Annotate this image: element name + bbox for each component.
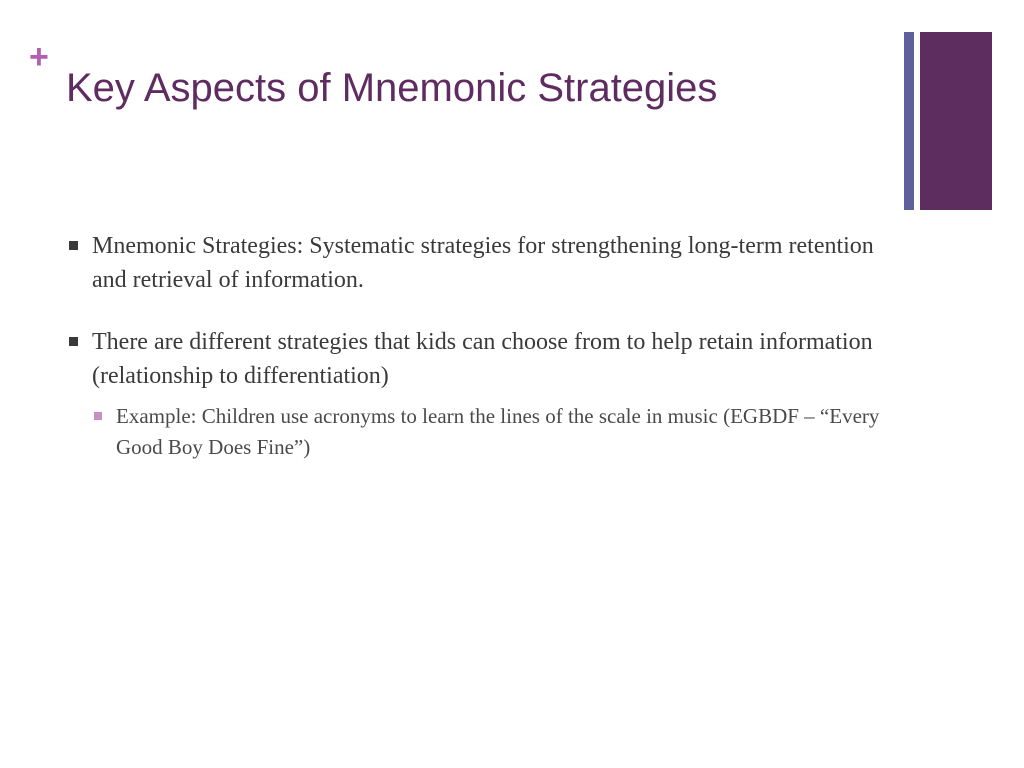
bullet-item-2 bbox=[66, 325, 896, 463]
bullet-item-1 bbox=[66, 229, 896, 297]
accent-bar-thick bbox=[920, 32, 992, 210]
square-bullet-icon bbox=[94, 412, 102, 420]
slide-title: Key Aspects of Mnemonic Strategies bbox=[66, 66, 718, 110]
square-bullet-icon bbox=[69, 337, 78, 346]
sub-bullet-text-1: Example: Children use acronyms to learn the lines of the scale in music (EGBDF – “Every Good Boy Does Fine”) bbox=[116, 404, 880, 459]
plus-icon: + bbox=[29, 38, 49, 76]
bullet-text-1: Mnemonic Strategies: Systematic strategies for strengthening long-term retention and retrieval of information. bbox=[92, 233, 874, 293]
sub-bullet-item-1 bbox=[92, 401, 896, 463]
square-bullet-icon bbox=[69, 241, 78, 250]
slide-content bbox=[66, 229, 896, 491]
accent-bar-thin bbox=[904, 32, 914, 210]
bullet-text-2: There are different strategies that kids can choose from to help retain information (relationship to differentiation) bbox=[92, 329, 873, 389]
